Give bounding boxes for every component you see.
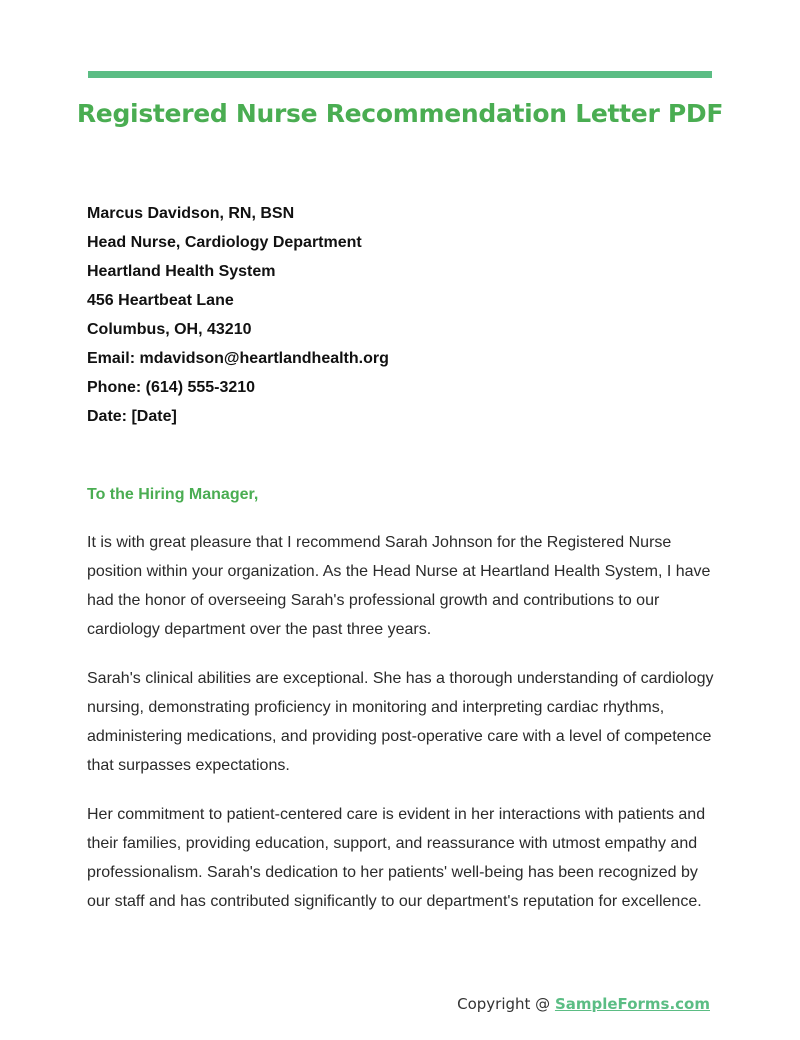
sender-phone: Phone: (614) 555-3210 [87,379,256,396]
body-paragraph: Her commitment to patient-centered care is evident in her interactions with patients and their families, providing education, support, and reassurance with utmost empathy and professionalism. Sarah's dedication to her patients' well-being has been recognized by our staff and has contributed significantly to our department's reputation for excellence. [87,806,706,910]
copyright-text: Copyright @ [457,995,555,1013]
body-paragraph: Sarah's clinical abilities are exceptional. She has a thorough understanding of cardiology nursing, demonstrating proficiency in monitoring and interpreting cardiac rhythms, administering medications, and providing post-operative care with a level of competence that surpasses expectations. [87,670,714,774]
body-paragraph: It is with great pleasure that I recommend Sarah Johnson for the Registered Nurse position within your organization. As the Head Nurse at Heartland Health System, I have had the honor of overseeing Sarah's professional growth and contributions to our cardiology department over the past three years. [87,534,711,638]
document-title: Registered Nurse Recommendation Letter PDF [76,99,724,128]
sender-block [87,199,717,431]
sender-name: Marcus Davidson, RN, BSN [87,205,295,222]
letter-date: Date: [Date] [87,408,177,425]
sender-position: Head Nurse, Cardiology Department [87,234,362,251]
sampleforms-link[interactable]: SampleForms.com [554,995,710,1013]
sender-city-state-zip: Columbus, OH, 43210 [87,321,252,338]
sender-organization: Heartland Health System [87,263,276,280]
salutation: To the Hiring Manager, [87,486,259,503]
letter-body [87,528,717,936]
sender-email: Email: mdavidson@heartlandhealth.org [87,350,389,367]
sender-street: 456 Heartbeat Lane [87,292,234,309]
header-rule [88,71,712,78]
copyright-footer [457,992,710,1016]
